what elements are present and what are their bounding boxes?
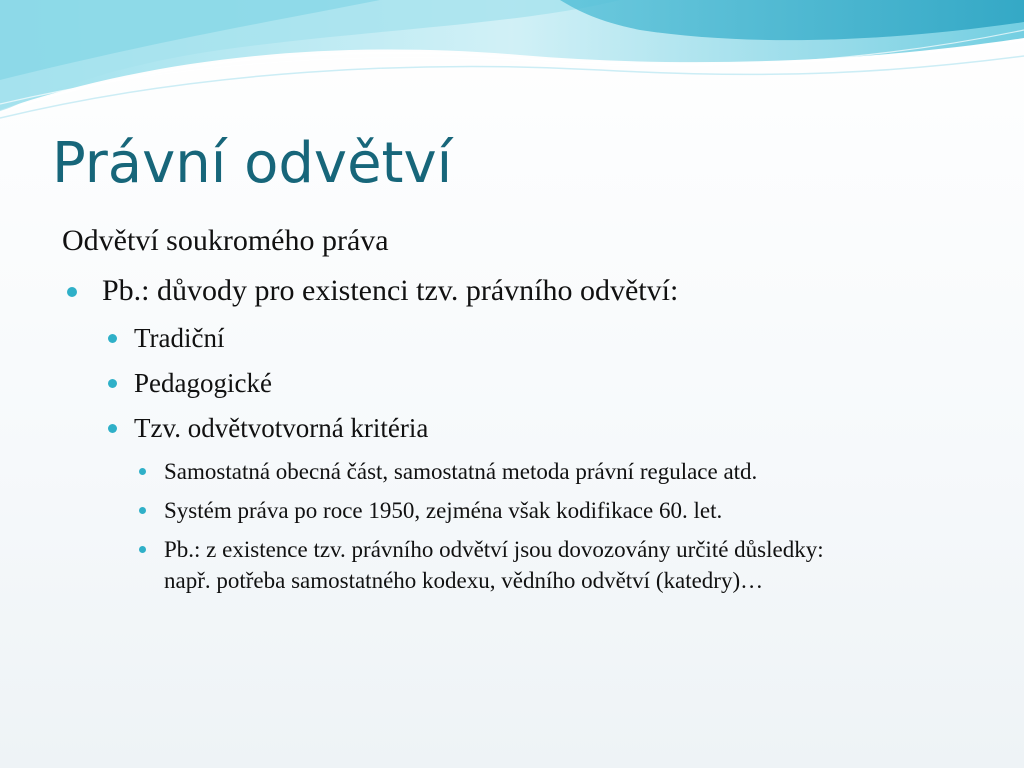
bullet-dot-icon [139, 507, 146, 514]
bullet-dot-icon [139, 546, 146, 553]
bullet-level3-item [62, 456, 844, 487]
bullet-level3-list [62, 456, 962, 596]
bullet-level1-text: Pb.: důvody pro existenci tzv. právního odvětví: [102, 274, 679, 307]
bullet-level3-text: Systém práva po roce 1950, zejména však kodifikace 60. let. [164, 498, 723, 523]
bullet-level2-item [62, 320, 962, 356]
bullet-level2-item [62, 365, 962, 401]
bullet-level2-text: Pedagogické [134, 368, 272, 398]
bullet-dot-icon [108, 334, 117, 343]
bullet-level3-item [62, 534, 844, 596]
bullet-dot-icon [67, 287, 77, 297]
bullet-level3-text: Pb.: z existence tzv. právního odvětví jsou dovozovány určité důsledky: např. potřeba samostatného kodexu, vědního odvětví (katedry)… [164, 537, 824, 593]
section-heading: Odvětví soukromého práva [62, 224, 389, 257]
bullet-dot-icon [108, 424, 117, 433]
bullet-level2-item [62, 410, 962, 446]
bullet-level2-text: Tradiční [134, 323, 225, 353]
bullet-dot-icon [108, 379, 117, 388]
bullet-level2-text: Tzv. odvětvotvorná kritéria [134, 413, 429, 443]
slide-title: Právní odvětví [52, 131, 453, 196]
slide-content [62, 221, 962, 604]
bullet-dot-icon [139, 468, 146, 475]
header-wave-decoration [0, 0, 1024, 130]
bullet-level3-item [62, 495, 844, 526]
bullet-level3-text: Samostatná obecná část, samostatná metoda právní regulace atd. [164, 459, 758, 484]
bullet-level1 [62, 271, 962, 311]
